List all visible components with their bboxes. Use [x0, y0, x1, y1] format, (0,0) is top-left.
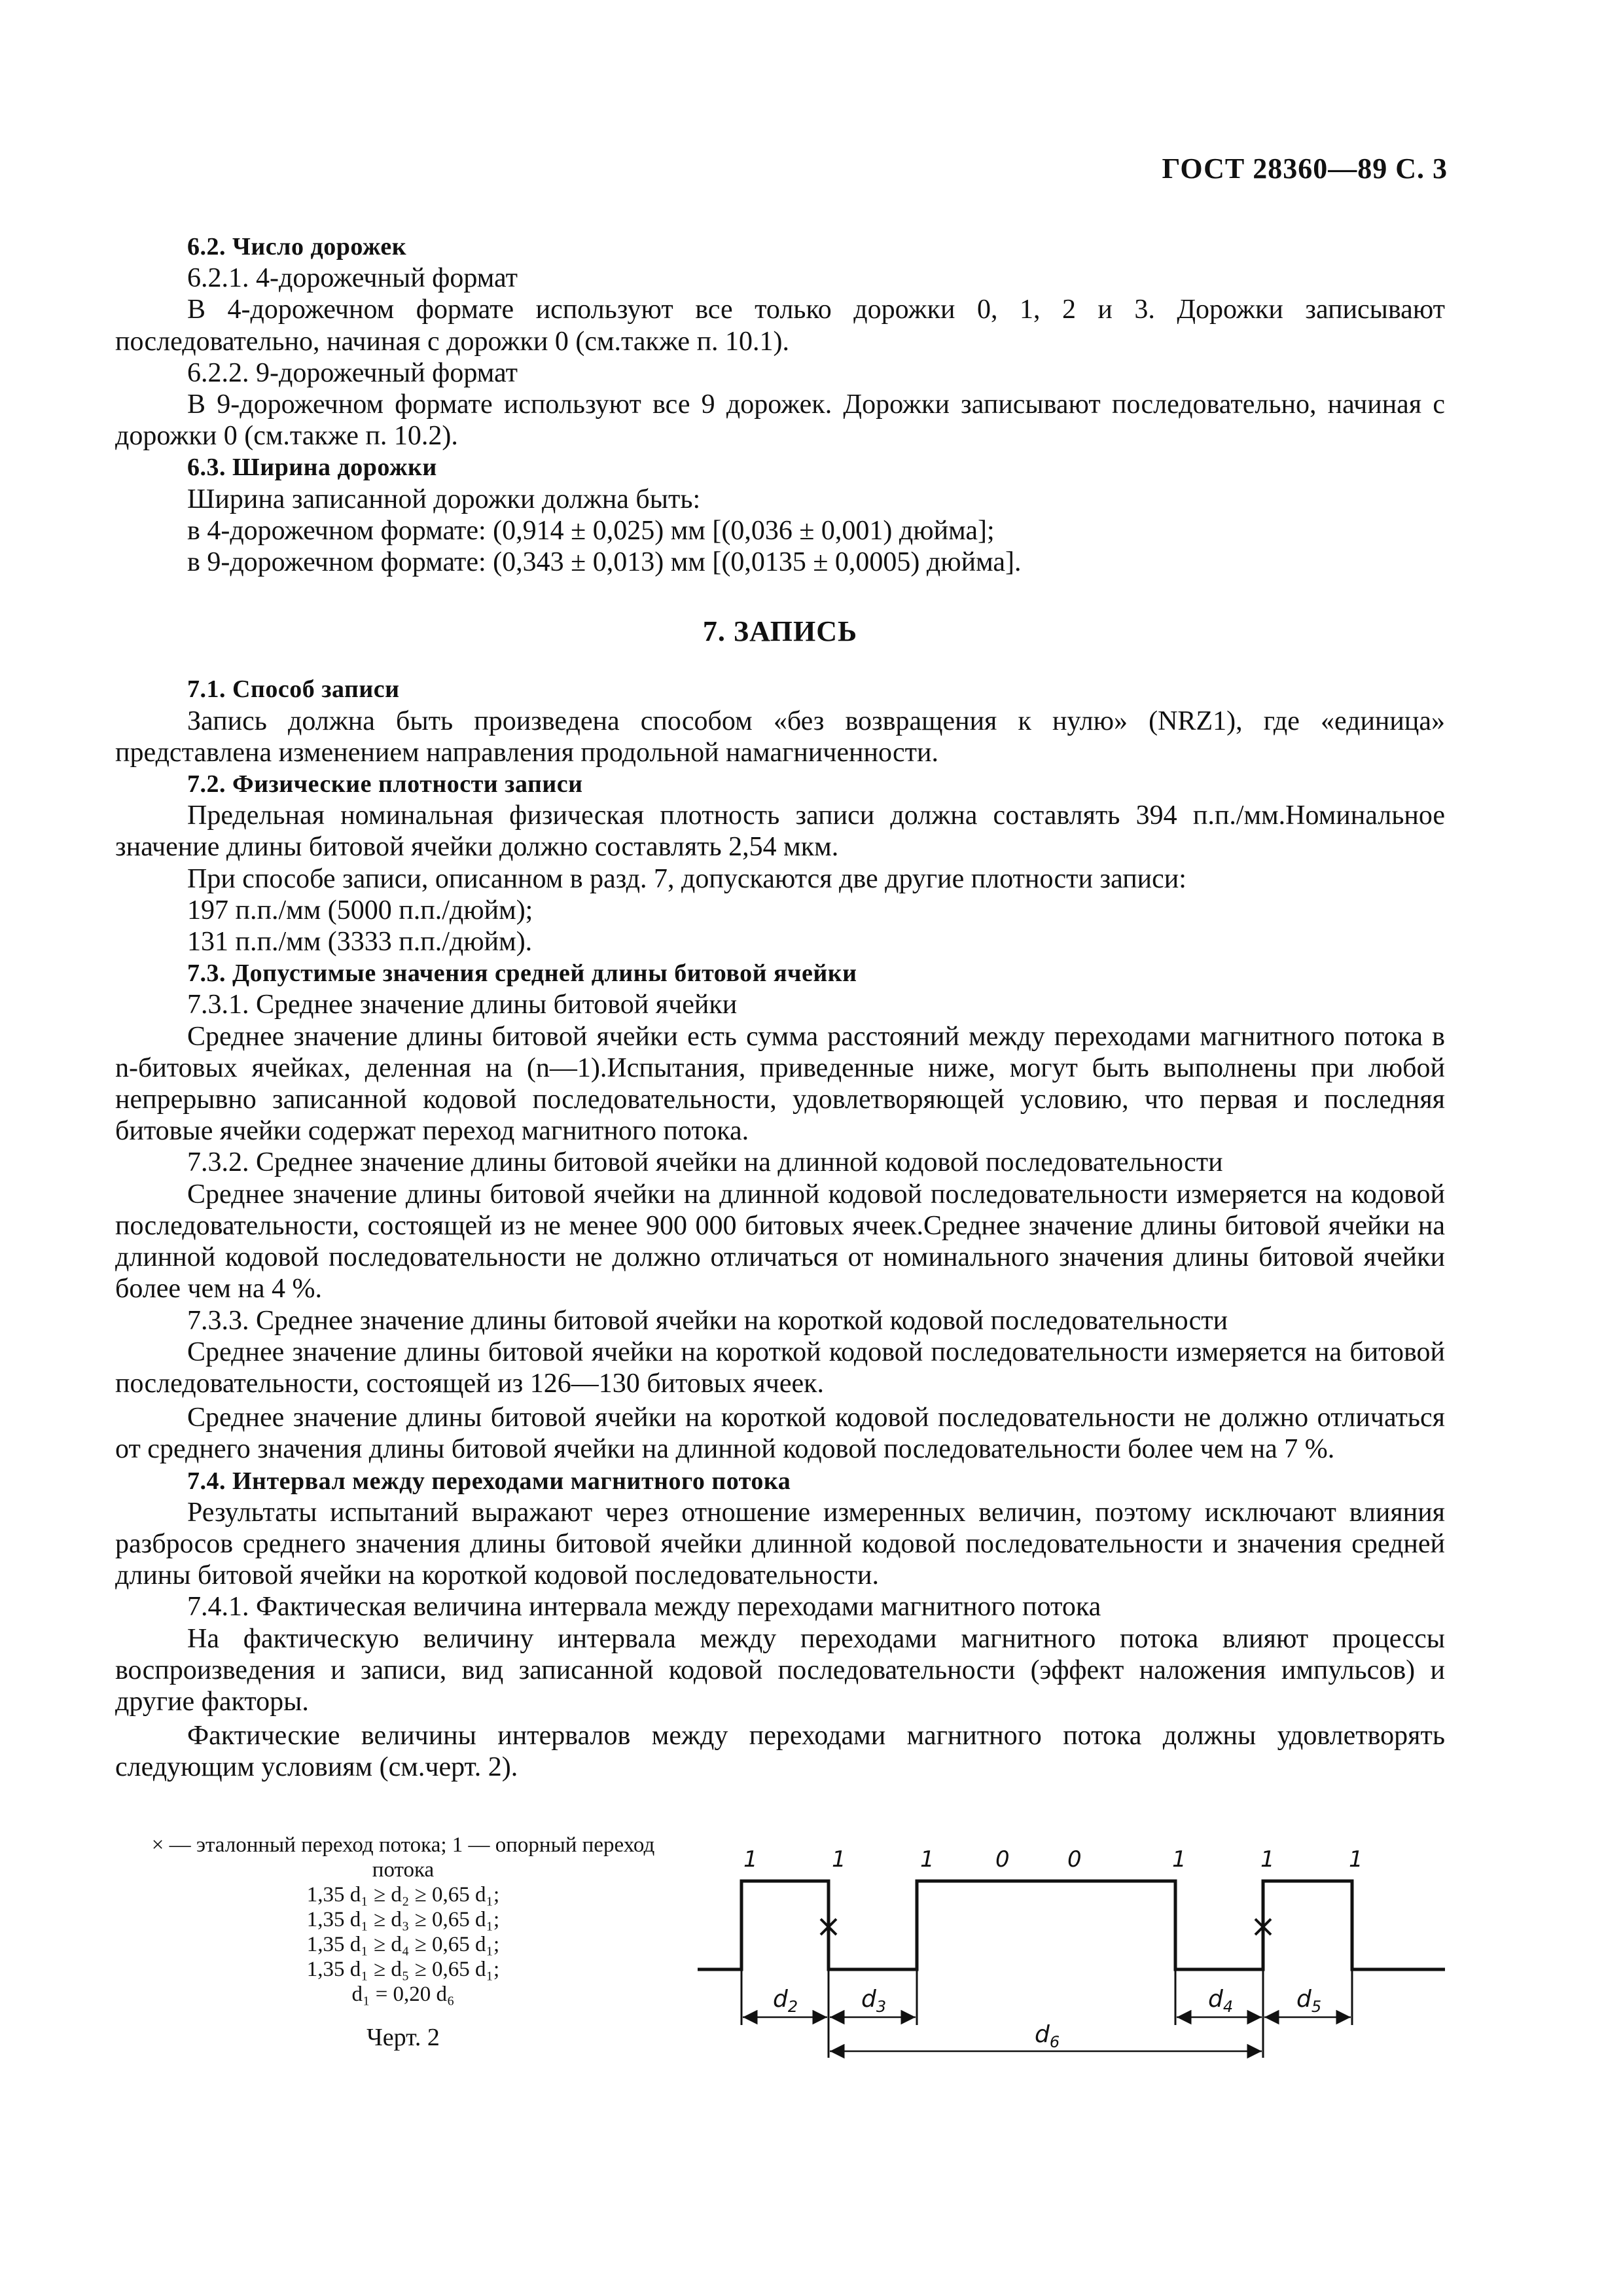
paragraph: Результаты испытаний выражают через отношение измеренных величин, поэтому исключают влияния разбросов среднего значения длины битовой ячейки длинной кодовой последовательности и значения средней длины битовой ячейки на короткой кодовой последовательности. — [115, 1497, 1445, 1591]
paragraph: Среднее значение длины битовой ячейки есть сумма расстояний между переходами магнитного потока в n-битовых ячейках, деленная на (n—1).Испытания, приведенные ниже, могут быть выполнены при любой непрерывно записанной кодовой последовательности, удовлетворяющей условию, что первая и последняя битовые ячейки содержат переход магнитного потока. — [115, 1021, 1445, 1147]
bit-label: 0 — [995, 1846, 1010, 1873]
figure-caption: Черт. 2 — [366, 2024, 440, 2051]
bit-label: 1 — [920, 1846, 935, 1873]
dimension-label-d3: $d_3$ — [861, 1986, 887, 2016]
bit-label: 1 — [832, 1846, 846, 1873]
waveform-svg — [698, 1835, 1445, 2097]
formula: 1,35 d₁ ≥ d₂ ≥ 0,65 d₁; — [306, 1883, 500, 1907]
paragraph: В 4-дорожечном формате используют все только дорожки 0, 1, 2 и 3. Дорожки записывают последовательно, начиная с дорожки 0 (см.также п. 10.1). — [115, 295, 1445, 357]
paragraph: На фактическую величину интервала между переходами магнитного потока влияют процессы воспроизведения и записи, вид записанной кодовой последовательности (эффект наложения импульсов) и другие факторы. — [115, 1623, 1445, 1717]
subsection-heading: 7.4. Интервал между переходами магнитного потока — [187, 1467, 791, 1495]
page-header: ГОСТ 28360—89 С. 3 — [1162, 152, 1448, 185]
subsection-heading: 7.3. Допустимые значения средней длины битовой ячейки — [187, 960, 857, 988]
bit-label: 0 — [1067, 1846, 1082, 1873]
formula: 1,35 d₁ ≥ d₄ ≥ 0,65 d₁; — [306, 1933, 500, 1956]
paragraph: 131 п.п./мм (3333 п.п./дюйм). — [187, 927, 533, 958]
subsection-heading: 6.3. Ширина дорожки — [187, 454, 437, 482]
paragraph: При способе записи, описанном в разд. 7, допускаются две другие плотности записи: — [187, 863, 1186, 894]
formula: d₁ = 0,20 d₆ — [351, 1982, 455, 2006]
figure-legend — [115, 1833, 691, 2050]
paragraph: Среднее значение длины битовой ячейки на длинной кодовой последовательности измеряется на кодовой последовательности, состоящей из не менее 900 000 битовых ячеек.Среднее значение длины битовой ячейки на длинной кодовой последовательности не должно отличаться от номинального значения длины битовой ячейки более чем на 4 %. — [115, 1179, 1445, 1304]
paragraph: Запись должна быть произведена способом «без возвращения к нулю» (NRZ1), где «единица» представлена изменением направления продольной намагниченности. — [115, 706, 1445, 768]
subsection-heading: 6.2. Число дорожек — [187, 233, 407, 260]
bit-label: 1 — [743, 1846, 758, 1873]
figure-2 — [115, 1833, 1445, 2114]
paragraph: 7.3.2. Среднее значение длины битовой ячейки на длинной кодовой последовательности — [187, 1147, 1223, 1178]
paragraph: Среднее значение длины битовой ячейки на короткой кодовой последовательности не должно отличаться от среднего значения длины битовой ячейки на длинной кодовой последовательности более чем на 7 %. — [115, 1403, 1445, 1465]
paragraph: 6.2.1. 4-дорожечный формат — [187, 263, 518, 294]
paragraph: 6.2.2. 9-дорожечный формат — [187, 357, 518, 388]
section-title: 7. ЗАПИСЬ — [702, 615, 858, 648]
subsection-heading: 7.2. Физические плотности записи — [187, 770, 583, 798]
paragraph: Предельная номинальная физическая плотность записи должна составлять 394 п.п./мм.Номинальное значение длины битовой ячейки должно составлять 2,54 мкм. — [115, 800, 1445, 863]
paragraph: Среднее значение длины битовой ячейки на короткой кодовой последовательности измеряется на битовой последовательности, состоящей из 126—130 битовых ячеек. — [115, 1336, 1445, 1399]
nrz-waveform-diagram — [698, 1835, 1445, 2097]
bit-label: 1 — [1172, 1846, 1186, 1873]
dimension-label-d2: $d_2$ — [773, 1986, 798, 2016]
paragraph: Фактические величины интервалов между переходами магнитного потока должны удовлетворять следующим условиям (см.черт. 2). — [115, 1721, 1445, 1783]
paragraph: В 9-дорожечном формате используют все 9 дорожек. Дорожки записывают последовательно, начиная с дорожки 0 (см.также п. 10.2). — [115, 389, 1445, 452]
paragraph: в 4-дорожечном формате: (0,914 ± 0,025) мм [(0,036 ± 0,001) дюйма]; — [187, 515, 995, 546]
dimension-label-d4: $d_4$ — [1208, 1986, 1234, 2016]
legend-text: × — эталонный переход потока; 1 — опорный переход — [151, 1833, 655, 1857]
document-body — [115, 231, 1445, 1784]
paragraph: 7.3.1. Среднее значение длины битовой ячейки — [187, 990, 738, 1020]
legend-text: потока — [372, 1858, 435, 1882]
paragraph: 7.4.1. Фактическая величина интервала между переходами магнитного потока — [187, 1592, 1101, 1623]
waveform-line — [698, 1881, 1445, 1969]
bit-label: 1 — [1260, 1846, 1275, 1873]
dimension-label-d5: $d_5$ — [1296, 1986, 1322, 2016]
formula: 1,35 d₁ ≥ d₅ ≥ 0,65 d₁; — [306, 1958, 500, 1981]
subsection-heading: 7.1. Способ записи — [187, 675, 400, 704]
paragraph: 197 п.п./мм (5000 п.п./дюйм); — [187, 895, 533, 925]
paragraph: 7.3.3. Среднее значение длины битовой ячейки на короткой кодовой последовательности — [187, 1305, 1228, 1336]
dimension-label-d6: $d_6$ — [1035, 2021, 1060, 2051]
bit-label: 1 — [1349, 1846, 1363, 1873]
formula: 1,35 d₁ ≥ d₃ ≥ 0,65 d₁; — [306, 1908, 500, 1931]
paragraph: Ширина записанной дорожки должна быть: — [187, 484, 701, 514]
paragraph: в 9-дорожечном формате: (0,343 ± 0,013) мм [(0,0135 ± 0,0005) дюйма]. — [187, 547, 1022, 578]
